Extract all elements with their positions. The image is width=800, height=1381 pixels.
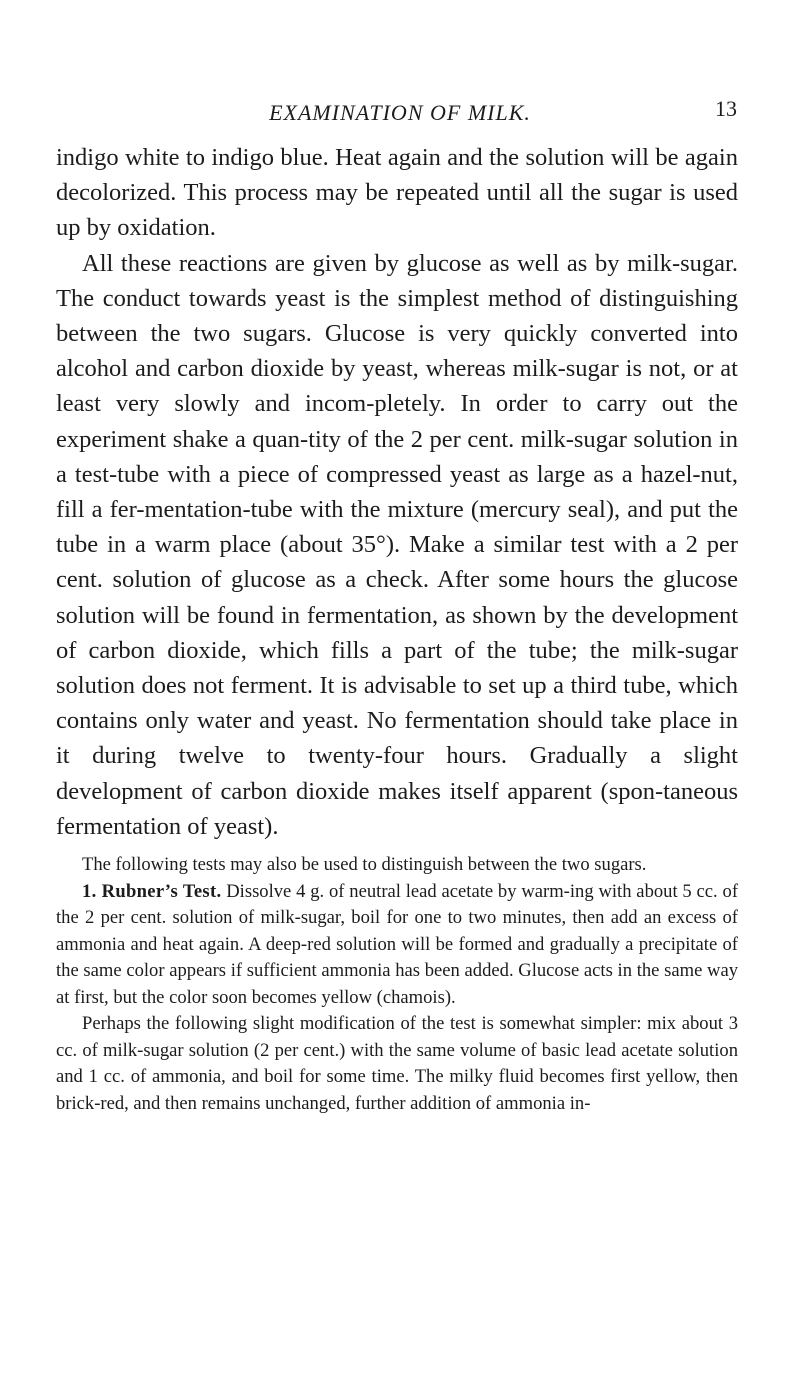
page-body bbox=[56, 140, 738, 1117]
main-text bbox=[56, 140, 738, 844]
small-print-section bbox=[56, 852, 738, 1117]
rubners-test-heading: 1. Rubner’s Test. bbox=[82, 880, 222, 902]
paragraph-yeast-test: All these reactions are given by glucose as well as by milk-sugar. The conduct towards yeast is the simplest method of distinguishing between the two sugars. Glucose is very quickly converted into alcohol and carbon dioxide by yeast, whereas milk-sugar is not, or at least very slowly and incom-pletely. In order to carry out the experiment shake a quan-tity of the 2 per cent. milk-sugar solution in a test-tube with a piece of compressed yeast as large as a hazel-nut, fill a fer-mentation-tube with the mixture (mercury seal), and put the tube in a warm place (about 35°). Make a similar test with a 2 per cent. solution of glucose as a check. After some hours the glucose solution will be found in fermentation, as shown by the development of carbon dioxide, which fills a part of the tube; the milk-sugar solution does not ferment. It is advisable to set up a third tube, which contains only water and yeast. No fermentation should take place in it during twelve to twenty-four hours. Gradually a slight development of carbon dioxide makes itself apparent (spon-taneous fermentation of yeast). bbox=[56, 249, 738, 840]
paragraph-indigo: indigo white to indigo blue. Heat again and the solution will be again decolorized. This process may be repeated until all the sugar is used up by oxidation. bbox=[56, 144, 738, 242]
rubners-test-body: Dissolve 4 g. of neutral lead acetate by warm-ing with about 5 cc. of the 2 per cent. solution of milk-sugar, boil for one to two minutes, then add an excess of ammonia and heat again. A deep-red solution will be formed and gradually a precipitate of the same color appears if sufficient ammonia has been added. Glucose acts in the same way at first, but the color soon becomes yellow (chamois). bbox=[56, 880, 739, 1008]
running-head: EXAMINATION OF MILK. bbox=[269, 100, 531, 125]
paragraph-rubners-test bbox=[56, 879, 738, 1012]
paragraph-tests-intro: The following tests may also be used to distinguish between the two sugars. bbox=[82, 854, 647, 876]
paragraph-modification: Perhaps the following slight modification of the test is somewhat simpler: mix about 3 cc. of milk-sugar solution (2 per cent.) with the same volume of basic lead acetate solution and 1 cc. of ammonia, and boil for some time. The milky fluid becomes first yellow, then brick-red, and then remains unchanged, further addition of ammonia in- bbox=[56, 1013, 738, 1114]
page-number: 13 bbox=[715, 96, 737, 121]
